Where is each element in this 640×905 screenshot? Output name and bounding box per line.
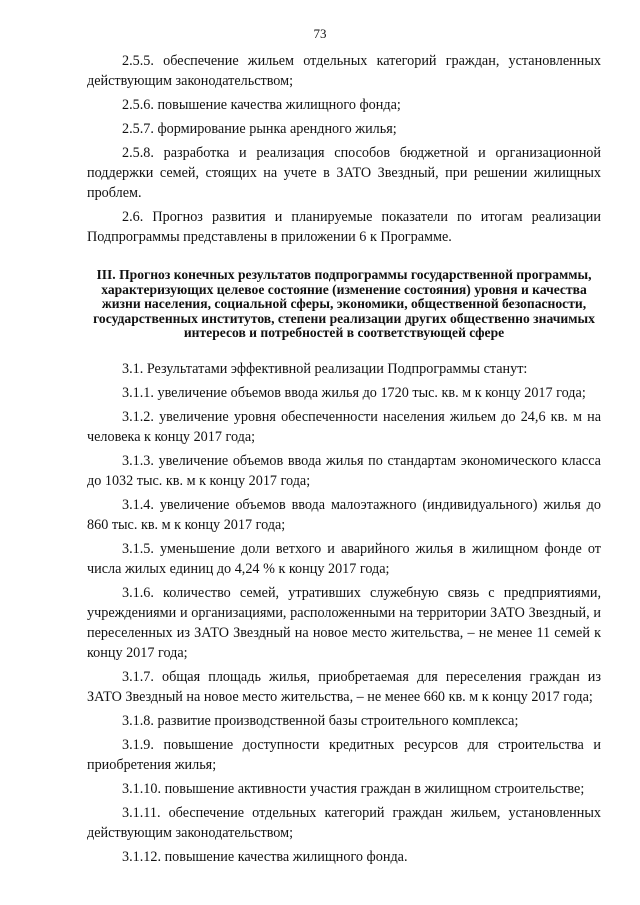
page-number: 73 — [313, 26, 327, 41]
paragraph-2-5-5: 2.5.5. обеспечение жильем отдельных категорий граждан, установленных действующим законодательством; — [87, 53, 601, 89]
paragraph-3-1-9: 3.1.9. повышение доступности кредитных ресурсов для строительства и приобретения жилья; — [87, 736, 601, 773]
paragraph-3-1-12: 3.1.12. повышение качества жилищного фонда. — [122, 848, 408, 865]
paragraph-3-1-5: 3.1.5. уменьшение доли ветхого и аварийного жилья в жилищном фонде от числа жилых единиц до 4,24 % к концу 2017 года; — [87, 540, 601, 577]
paragraph-3-1: 3.1. Результатами эффективной реализации Подпрограммы станут: — [122, 360, 528, 377]
paragraph-2-5-8: 2.5.8. разработка и реализация способов бюджетной и организационной поддержки семей, стоящих на учете в ЗАТО Звездный, при решении жилищных проблем. — [87, 145, 601, 201]
paragraph-3-1-10: 3.1.10. повышение активности участия граждан в жилищном строительстве; — [122, 780, 585, 797]
paragraph-3-1-2: 3.1.2. увеличение уровня обеспеченности населения жильем до 24,6 кв. м на человека к концу 2017 года; — [87, 408, 601, 445]
paragraph-2-5-6: 2.5.6. повышение качества жилищного фонда; — [122, 97, 401, 113]
paragraph-3-1-3: 3.1.3. увеличение объемов ввода жилья по стандартам экономического класса до 1032 тыс. кв. м к концу 2017 года; — [87, 452, 601, 489]
paragraph-2-6: 2.6. Прогноз развития и планируемые показатели по итогам реализации Подпрограммы представлены в приложении 6 к Программе. — [87, 209, 601, 245]
paragraph-3-1-11: 3.1.11. обеспечение отдельных категорий граждан жильем, установленных действующим законодательством; — [87, 804, 601, 841]
paragraph-2-5-7: 2.5.7. формирование рынка арендного жилья; — [122, 121, 397, 137]
paragraph-3-1-4: 3.1.4. увеличение объемов ввода малоэтажного (индивидуального) жилья до 860 тыс. кв. м к концу 2017 года; — [87, 496, 601, 533]
document-body — [87, 51, 601, 871]
paragraph-3-1-1: 3.1.1. увеличение объемов ввода жилья до 1720 тыс. кв. м к концу 2017 года; — [122, 384, 586, 401]
section-heading: III. Прогноз конечных результатов подпрограммы государственной программы, характеризующих целевое состояние (изменение состояния) уровня и качества жизни населения, социальной сферы, экономики, общественной безопасности, государственных институтов, степени реализации других общественно значимых интересов и потребностей в соответствующей сфере — [93, 267, 595, 341]
paragraph-3-1-8: 3.1.8. развитие производственной базы строительного комплекса; — [122, 712, 519, 729]
paragraph-3-1-7: 3.1.7. общая площадь жилья, приобретаемая для переселения граждан из ЗАТО Звездный на новое место жительства, – не менее 660 кв. м к концу 2017 года; — [87, 668, 601, 705]
paragraph-3-1-6: 3.1.6. количество семей, утративших служебную связь с предприятиями, учреждениями и организациями, расположенными на территории ЗАТО Звездный, и переселенных из ЗАТО Звездный на новое место жительства, – не менее 11 семей к концу 2017 года; — [87, 584, 601, 661]
